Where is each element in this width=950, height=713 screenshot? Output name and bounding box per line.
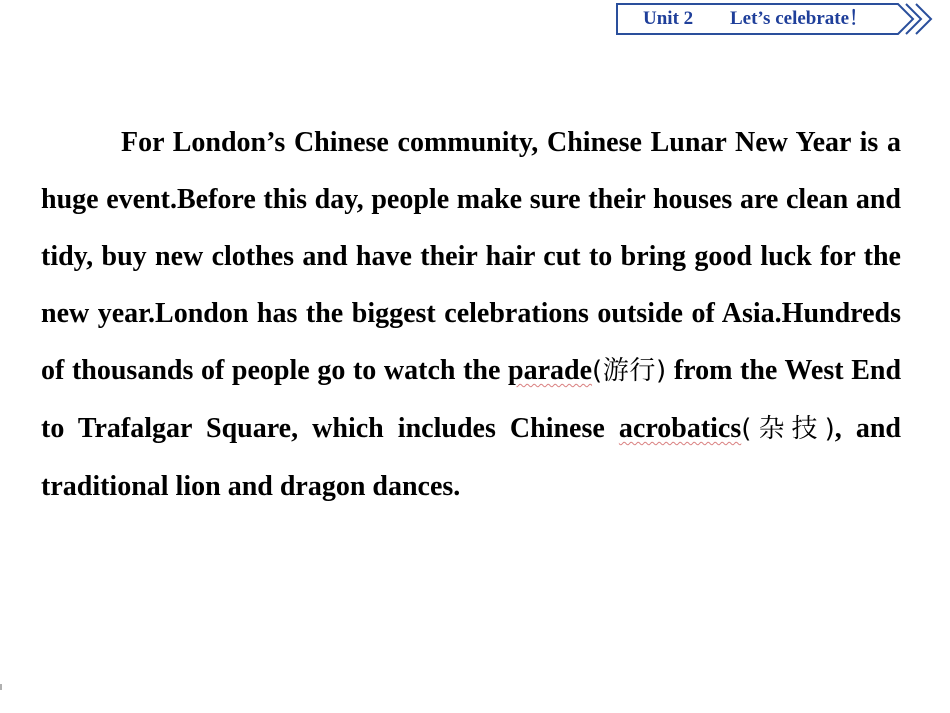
unit-number: Unit 2 <box>643 8 694 29</box>
unit-title: Let’s celebrate！ <box>730 8 869 29</box>
passage-text-part1: For London’s Chinese community, Chinese Lunar New Year is a huge event.Before this day, people make sure their houses are clean and tidy, buy new clothes and have their hair cut to bring good luck for the new year.London has the biggest celebrations outside of Asia.Hundreds of thousands of people go to watch the <box>41 127 901 386</box>
glossed-word-parade: parade <box>508 355 593 386</box>
passage-text-part2: from the West End to Trafalgar Square, which includes Chinese <box>41 355 902 444</box>
unit-header-tab <box>616 3 914 35</box>
edge-mark <box>0 684 2 690</box>
passage-text-part3: , and traditional lion and dragon dances. <box>41 413 901 502</box>
glossed-word-acrobatics: acrobatics <box>618 413 742 444</box>
reading-passage <box>41 114 901 515</box>
gloss-parade: (游行) <box>592 356 667 386</box>
header-text <box>616 3 896 35</box>
gloss-acrobatics: (杂技) <box>741 414 835 444</box>
